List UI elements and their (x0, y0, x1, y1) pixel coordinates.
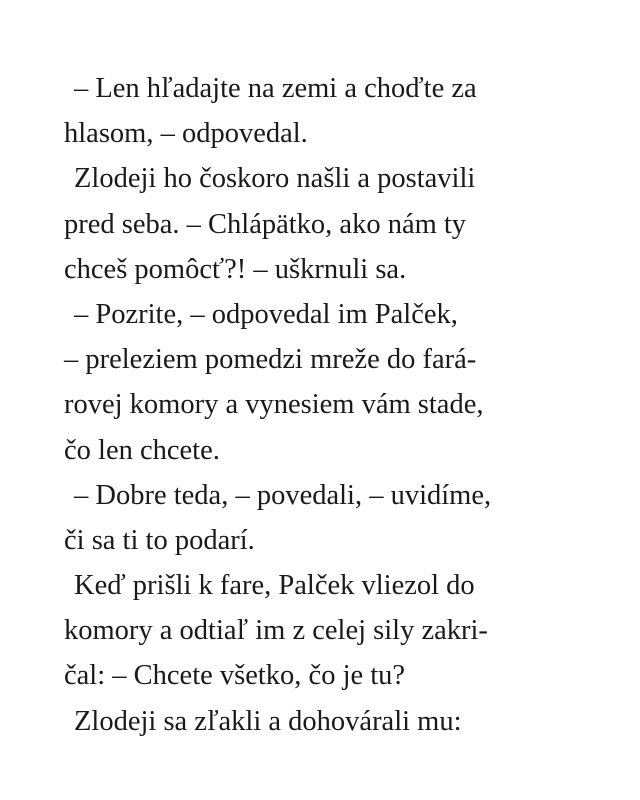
text-line: komory a odtiaľ im z celej sily zakri- (64, 615, 488, 647)
text-line: – Dobre teda, – povedali, – uvidíme, (74, 479, 492, 511)
text-line: Keď prišli k fare, Palček vliezol do (74, 570, 475, 602)
text-line: – Len hľadajte na zemi a choďte za (74, 73, 477, 104)
text-line: rovej komory a vynesiem vám stade, (64, 389, 484, 421)
text-line: hlasom, – odpovedal. (64, 118, 308, 150)
text-line: pred seba. – Chlápätko, ako nám ty (64, 208, 467, 240)
text-line: čo len chcete. (64, 434, 220, 466)
text-line: – Pozrite, – odpovedal im Palček, (74, 298, 458, 330)
text-line: Zlodeji sa zľakli a dohovárali mu: (74, 705, 462, 737)
text-line: či sa ti to podarí. (64, 524, 255, 556)
text-line: – preleziem pomedzi mreže do fará- (64, 344, 477, 376)
text-line: čal: – Chcete všetko, čo je tu? (64, 660, 406, 692)
text-line: chceš pomôcť?! – uškrnuli sa. (64, 253, 407, 285)
story-text (64, 66, 584, 744)
text-line: Zlodeji ho čoskoro našli a postavili (74, 163, 476, 195)
